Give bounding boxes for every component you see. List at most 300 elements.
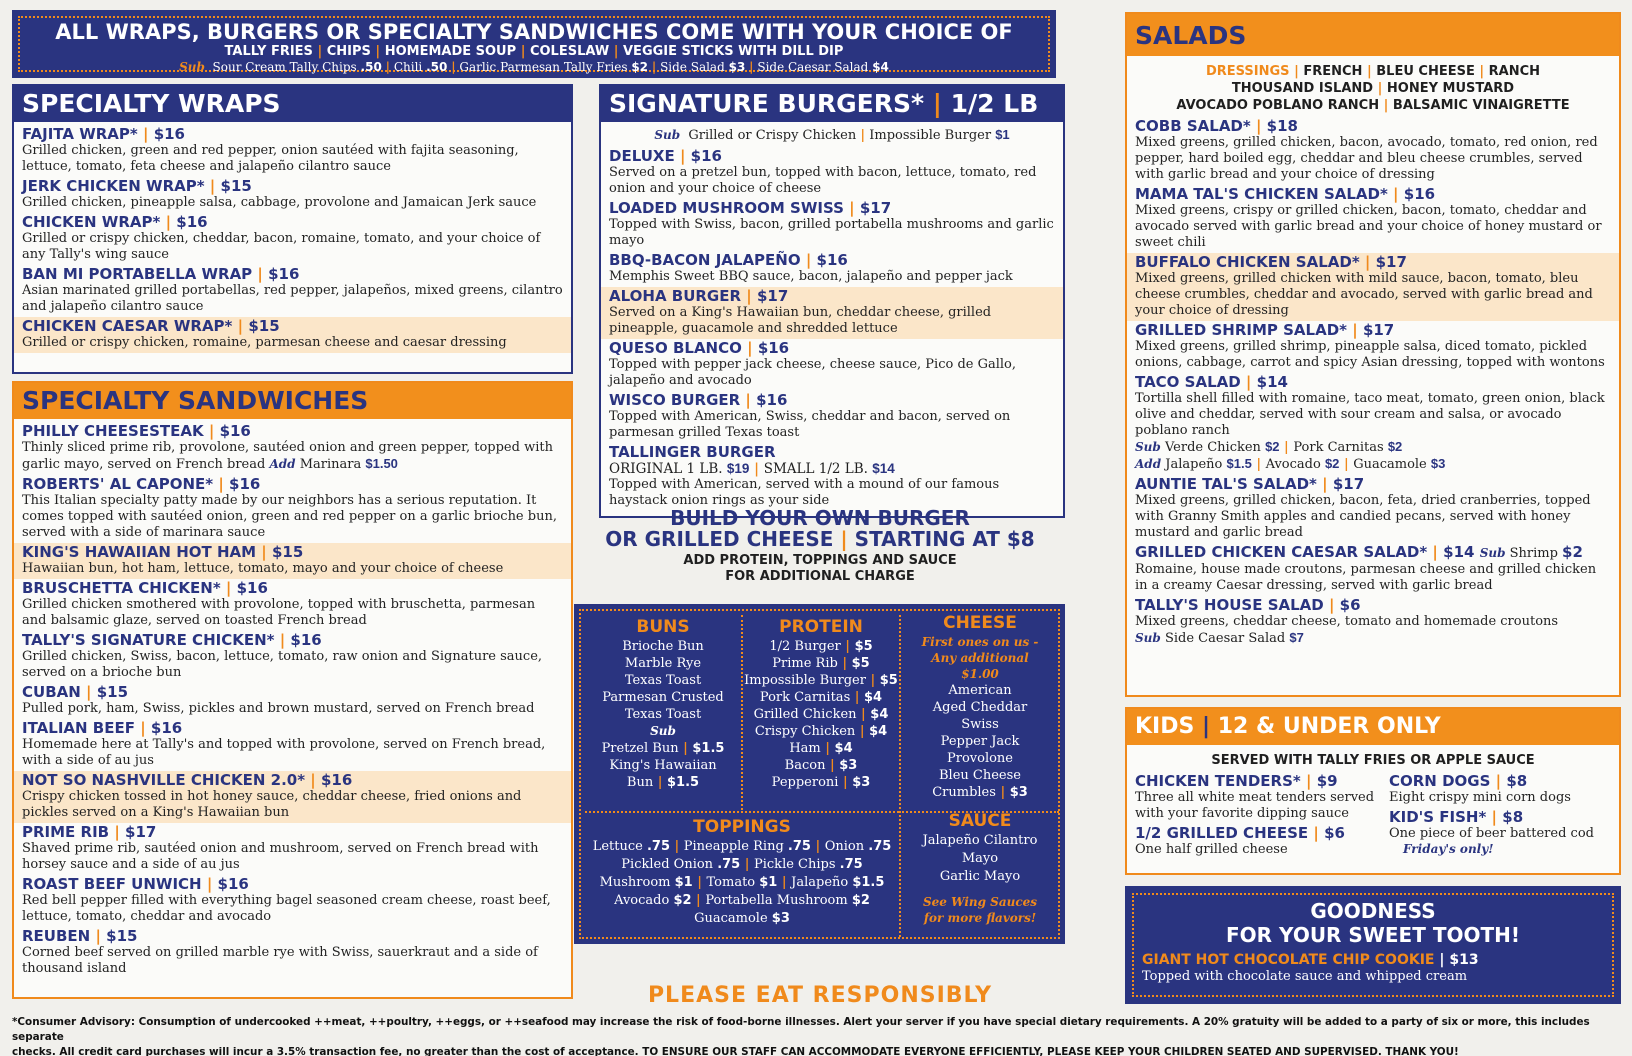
sauce-option: Mayo <box>961 851 999 866</box>
item-desc: Shaved prime rib, sautéed onion and mushroom, served on French bread with horsey sauce and a side of au jus <box>22 841 539 872</box>
topping-name: Guacamole <box>694 911 772 926</box>
menu-item <box>609 339 1055 391</box>
item-desc: Grilled chicken smothered with provolone, topped with bruschetta, parmesan and balsamic glaze, served on toasted French bread <box>22 597 536 628</box>
item-name: NOT SO NASHVILLE CHICKEN 2.0* <box>22 771 306 789</box>
separator: | <box>865 673 880 688</box>
protein-price: $3 <box>839 758 858 773</box>
dressing: AVOCADO POBLANO RANCH <box>1176 98 1380 113</box>
topping-name: Tomato <box>706 875 760 890</box>
protein-name: Crispy Chicken <box>754 724 856 739</box>
sub-price: $1 <box>995 127 1010 142</box>
menu-item <box>22 927 563 979</box>
item-price: $15 <box>106 927 138 945</box>
cheese-option: Provolone <box>946 751 1013 766</box>
sub-tag: Sub <box>1135 440 1165 454</box>
item-price: $17 <box>125 823 157 841</box>
item-name: REUBEN <box>22 927 91 945</box>
fish-friday-note: Friday's only! <box>1403 842 1494 856</box>
item-name: FAJITA WRAP* <box>22 125 138 143</box>
add-tag: Add <box>269 457 296 471</box>
item-price: $16 <box>320 771 353 789</box>
item-name: BBQ-BACON JALAPEÑO <box>609 251 801 269</box>
topping-name: Pineapple Ring <box>683 839 788 854</box>
tallinger-sizes <box>609 461 1055 477</box>
item-title <box>1135 544 1611 562</box>
item-name: JERK CHICKEN WRAP* <box>22 177 205 195</box>
protein-option <box>743 655 899 672</box>
item-name: TACO SALAD <box>1135 373 1241 391</box>
cheese-option: American <box>948 683 1012 698</box>
kids-item: KID'S FISH* | $8 One piece of beer battered cod Friday's only! <box>1389 808 1609 858</box>
item-desc: Served on a King's Hawaiian bun, cheddar cheese, grilled pineapple, guacamole and shredded lettuce <box>609 305 992 336</box>
cheese-option <box>901 784 1059 801</box>
item-price: $16 <box>153 125 185 143</box>
sub-tag: Sub <box>1135 631 1165 645</box>
item-desc: Asian marinated grilled portabellas, red pepper, jalapeños, mixed greens, cilantro and jalapeño cilantro sauce <box>22 283 563 314</box>
kids-title-text: KIDS <box>1135 714 1195 739</box>
menu-item <box>609 443 1055 511</box>
item-desc: Eight crispy mini corn dogs <box>1389 790 1571 805</box>
sub-option: Sour Cream Tally Chips <box>212 60 357 74</box>
protein-option <box>743 774 899 791</box>
sub-option: Grilled or Crispy Chicken <box>688 128 857 143</box>
dressings: DRESSINGS | FRENCH | BLEU CHEESE | RANCH THOUSAND ISLAND | HONEY MUSTARD AVOCADO POBLANO RANCH | BALSAMIC VINAIGRETTE <box>1176 64 1570 113</box>
sub-option: Chili <box>393 60 423 74</box>
burgers-title: SIGNATURE BURGERS* | 1/2 LB <box>601 86 1063 122</box>
separator: | <box>1339 457 1354 472</box>
sub-option: Side Salad <box>660 60 725 74</box>
protein-name: Ham <box>789 741 821 756</box>
item-name: ALOHA BURGER <box>609 287 742 305</box>
protein-column <box>743 617 899 791</box>
protein-price: $4 <box>834 741 853 756</box>
separator: | <box>1387 185 1404 203</box>
sauce-note: See Wing Sauces <box>922 895 1038 909</box>
item-desc: Red bell pepper filled with everything bagel seasoned cream cheese, roast beef, lettuce, tomato, cheddar and avocado <box>22 893 551 924</box>
item-name: TALLY'S SIGNATURE CHICKEN* <box>22 631 275 649</box>
item-desc: This Italian specialty patty made by our neighbors has a serious reputation. It comes topped with sautéed onion, green and red pepper on a garlic brioche bun, served with a side of marinara sauce <box>22 493 557 540</box>
sub-price: $3 <box>728 60 746 74</box>
menu-item <box>609 251 1055 287</box>
protein-option <box>743 706 899 723</box>
menu-item <box>1135 185 1611 253</box>
item-desc: Grilled or crispy chicken, cheddar, bacon, romaine, tomato, and your choice of any Tally's wing sauce <box>22 231 541 262</box>
separator: | <box>692 875 707 890</box>
protein-option <box>743 638 899 655</box>
byo-subtitle-1: ADD PROTEIN, TOPPINGS AND SAUCE <box>683 553 957 568</box>
item-name: ROAST BEEF UNWICH <box>22 875 202 893</box>
item-title <box>22 928 563 945</box>
item-desc: Romaine, house made croutons, parmesan cheese and grilled chicken in a creamy Caesar dressing, served with garlic bread <box>1135 562 1597 593</box>
item-name: DELUXE <box>609 147 675 165</box>
separator: | <box>856 707 871 722</box>
toppings-row <box>587 892 897 910</box>
separator: | <box>109 823 126 841</box>
toppings-row <box>587 874 897 892</box>
add-price: $2 <box>1324 456 1340 471</box>
separator: | <box>741 339 758 357</box>
separator: | <box>137 125 154 143</box>
sandwiches-title: SPECIALTY SANDWICHES <box>14 383 571 419</box>
item-title <box>1135 186 1611 203</box>
protein-option <box>743 757 899 774</box>
build-your-own-header <box>575 508 1065 585</box>
sauce-note: for more flavors! <box>923 911 1037 925</box>
item-title <box>22 126 563 143</box>
sandwiches-list <box>14 419 571 982</box>
burgers-section <box>599 84 1065 518</box>
menu-item <box>1135 373 1611 475</box>
byo-title-1: BUILD YOUR OWN BURGER <box>670 506 970 530</box>
item-desc: Tortilla shell filled with romaine, taco meat, tomato, green onion, black olive and cheddar, served with sour cream and salsa, or avocado poblano ranch <box>1135 391 1605 438</box>
side-option: VEGGIE STICKS WITH DILL DIP <box>623 44 844 59</box>
taco-add-line <box>1135 456 1611 473</box>
item-price: $17 <box>1332 475 1365 493</box>
sauce-option: Jalapeño Cilantro <box>922 833 1038 848</box>
item-name: GRILLED CHICKEN CAESAR SALAD* <box>1135 543 1428 561</box>
item-name: MAMA TAL'S CHICKEN SALAD* <box>1135 185 1388 203</box>
dessert-title-1: GOODNESS <box>1310 899 1436 923</box>
item-desc: Mixed greens, grilled chicken, bacon, feta, dried cranberries, topped with Granny Smith apples and candied pecans, served with honey mustard and garlic bread <box>1135 493 1591 540</box>
separator: | <box>820 741 835 756</box>
bun-name: Pretzel Bun <box>601 741 679 756</box>
protein-title: PROTEIN <box>779 617 863 637</box>
sub-price: .50 <box>426 60 448 74</box>
item-title <box>22 476 563 493</box>
item-price: $8 <box>1506 772 1528 790</box>
item-name: PRIME RIB <box>22 823 110 841</box>
dessert-item: GIANT HOT CHOCOLATE CHIP COOKIE | $13 <box>1142 952 1479 968</box>
item-price: $16 <box>757 339 790 357</box>
kids-item: 1/2 GRILLED CHEESE | $6 One half grilled cheese <box>1135 824 1377 860</box>
item-price: $15 <box>248 317 280 335</box>
item-price: $16 <box>150 719 183 737</box>
protein-price: $5 <box>879 673 898 688</box>
item-desc: Hawaiian bun, hot ham, lettuce, tomato, mayo and your choice of cheese <box>22 561 504 576</box>
item-desc: Thinly sliced prime rib, provolone, sautéed onion and green pepper, topped with garlic mayo, served on French bread Add Marinara $1.50 <box>22 440 553 472</box>
protein-option <box>743 740 899 757</box>
item-name: ROBERTS' AL CAPONE* <box>22 475 214 493</box>
protein-name: Prime Rib <box>772 656 838 671</box>
side-option: TALLY FRIES <box>224 44 313 59</box>
item-title <box>1135 597 1611 614</box>
dressing: HONEY MUSTARD <box>1386 81 1515 96</box>
byo-title-2: OR GRILLED CHEESE | STARTING AT $8 <box>605 527 1035 551</box>
separator: | <box>1427 543 1444 561</box>
item-desc: Memphis Sweet BBQ sauce, bacon, jalapeño and pepper jack <box>609 269 1013 284</box>
item-name: CHICKEN WRAP* <box>22 213 161 231</box>
sub-price: $7 <box>1289 630 1304 645</box>
advisory-line-2: checks. All credit card purchases will incur a 3.5% transaction fee, no greater than the cost of acceptance. TO ENSURE OUR STAFF CAN ACCOMMODATE EVERYONE EFFICIENTLY, PLEASE KEEP YOUR CHILDREN SEATED AND SUPERVISED. THANK YOU! <box>12 1046 1459 1056</box>
cheese-note-1: First ones on us - <box>921 635 1039 649</box>
cheese-option: Aged Cheddar <box>932 700 1028 715</box>
burger-sub-line: Sub Grilled or Crispy Chicken | Impossible Burger $1 <box>654 127 1010 143</box>
bun-option: Parmesan Crusted <box>602 690 724 705</box>
item-title <box>609 252 1055 269</box>
item-price: $19 <box>726 461 750 476</box>
item-name: AUNTIE TAL'S SALAD* <box>1135 475 1317 493</box>
side-option: HOMEMADE SOUP <box>384 44 517 59</box>
topping-name: Jalapeño <box>791 875 853 890</box>
sides-banner <box>12 10 1056 78</box>
item-price: $15 <box>272 543 304 561</box>
separator: | <box>1316 475 1333 493</box>
menu-item <box>14 771 571 823</box>
sub-tag: Sub <box>654 128 681 142</box>
sub-tag: Sub <box>179 60 205 74</box>
kids-section <box>1125 707 1621 875</box>
menu-item <box>601 287 1063 339</box>
byo-title-2a: OR GRILLED CHEESE <box>605 527 834 551</box>
separator: | <box>1279 440 1294 455</box>
topping-price: .75 <box>868 839 892 854</box>
menu-item <box>22 719 563 771</box>
item-price: $16 <box>290 631 322 649</box>
topping-price: $1 <box>759 875 778 890</box>
separator: | <box>995 785 1010 800</box>
item-title <box>22 720 563 737</box>
item-price: $16 <box>756 391 788 409</box>
menu-item <box>609 199 1055 251</box>
add-tag: Add <box>1135 457 1166 471</box>
menu-item <box>22 422 563 475</box>
size-label: ORIGINAL 1 LB. <box>609 461 727 477</box>
item-title <box>1135 374 1611 391</box>
item-title <box>609 200 1055 217</box>
item-name: CHICKEN CAESAR WRAP* <box>22 317 233 335</box>
item-desc: One half grilled cheese <box>1135 842 1288 857</box>
dressing: BALSAMIC VINAIGRETTE <box>1392 98 1570 113</box>
item-title <box>22 178 563 195</box>
separator: | <box>825 758 840 773</box>
topping-price: $1.5 <box>852 875 885 890</box>
sub-price: $2 <box>1562 543 1583 561</box>
toppings-title: TOPPINGS <box>693 817 791 837</box>
item-price: $16 <box>217 875 249 893</box>
dressing: FRENCH <box>1303 64 1363 79</box>
item-price: $6 <box>1339 596 1361 614</box>
item-title <box>22 632 563 649</box>
topping-name: Portabella Mushroom <box>705 893 852 908</box>
separator: | <box>305 771 321 789</box>
add-price: $3 <box>1430 456 1446 471</box>
protein-price: $4 <box>864 690 883 705</box>
item-name: WISCO BURGER <box>609 391 741 409</box>
sub-price: $2 <box>1387 439 1403 454</box>
cheese-title: CHEESE <box>943 613 1017 633</box>
topping-name: Avocado <box>614 893 674 908</box>
item-name: BUFFALO CHICKEN SALAD* <box>1135 253 1360 271</box>
item-name: TALLY'S HOUSE SALAD <box>1135 596 1324 614</box>
sub-option: Pork Carnitas <box>1293 440 1388 455</box>
item-desc: Mixed greens, grilled chicken with mild sauce, bacon, tomato, bleu cheese crumbles, cheddar and avocado, served with garlic bread and your choice of dressing <box>1135 271 1593 318</box>
item-price: $17 <box>756 287 789 305</box>
kids-item: CORN DOGS | $8 Eight crispy mini corn dogs <box>1389 772 1609 808</box>
item-desc: Crispy chicken tossed in hot honey sauce, cheddar cheese, fried onions and pickles served on a King's Hawaiian bun <box>22 789 522 820</box>
menu-item <box>609 391 1055 443</box>
item-title <box>609 148 1055 165</box>
item-desc: Grilled chicken, Swiss, bacon, lettuce, tomato, raw onion and Signature sauce, served on a brioche bun <box>22 649 543 680</box>
protein-name: Impossible Burger <box>744 673 866 688</box>
separator: | <box>134 719 151 737</box>
separator: | <box>670 839 684 854</box>
item-price: $8 <box>1502 808 1524 826</box>
bun-option <box>587 774 739 791</box>
item-title <box>22 772 563 789</box>
sub-option: Verde Chicken <box>1164 440 1266 455</box>
item-title <box>22 544 563 561</box>
protein-name: Grilled Chicken <box>753 707 857 722</box>
side-option: COLESLAW <box>529 44 610 59</box>
menu-item <box>22 265 563 317</box>
wraps-list <box>14 122 571 356</box>
dressing: RANCH <box>1488 64 1541 79</box>
separator: | <box>256 543 272 561</box>
separator: | <box>204 177 221 195</box>
dessert-desc: Topped with chocolate sauce and whipped cream <box>1142 969 1468 984</box>
bun-price: $1.5 <box>667 775 700 790</box>
item-price: $15 <box>96 683 129 701</box>
item-desc: Served on a pretzel bun, topped with bacon, lettuce, tomato, red onion and your choice of cheese <box>609 165 1037 196</box>
item-name: CUBAN <box>22 683 81 701</box>
sub-option: Shrimp <box>1505 546 1563 561</box>
protein-price: $3 <box>852 775 871 790</box>
byo-subtitle-2: FOR ADDITIONAL CHARGE <box>725 569 915 584</box>
protein-price: $5 <box>854 639 873 654</box>
separator: | <box>678 741 693 756</box>
separator: | <box>1323 596 1340 614</box>
item-title <box>22 684 563 701</box>
separator: | <box>203 422 220 440</box>
menu-item <box>22 631 563 683</box>
protein-price: $5 <box>851 656 870 671</box>
byo-title-2b: STARTING AT $8 <box>854 527 1035 551</box>
item-price: $17 <box>1375 253 1407 271</box>
wraps-title: SPECIALTY WRAPS <box>14 86 571 122</box>
bun-option: Texas Toast <box>624 673 702 688</box>
bun-option: Marble Rye <box>624 656 702 671</box>
separator: | <box>653 775 667 790</box>
topping-name: Pickle Chips <box>754 857 840 872</box>
item-price: $9 <box>1316 772 1338 790</box>
sauce-option: Garlic Mayo <box>939 869 1021 884</box>
toppings-row <box>587 910 897 928</box>
sub-price: .50 <box>360 60 382 74</box>
sub-price: $2 <box>1265 439 1280 454</box>
separator: | <box>850 690 865 705</box>
bun-option: Brioche Bun <box>622 639 704 654</box>
dessert-title-2: FOR YOUR SWEET TOOTH! <box>1226 923 1520 947</box>
cheese-note-2: Any additional <box>931 651 1029 665</box>
separator: | <box>843 199 860 217</box>
item-desc: Topped with Swiss, bacon, grilled portabella mushrooms and garlic mayo <box>609 217 1054 248</box>
burgers-title-text: SIGNATURE BURGERS* <box>609 89 925 118</box>
separator: | <box>800 251 817 269</box>
cheese-column <box>901 613 1059 801</box>
item-name: KING'S HAWAIIAN HOT HAM <box>22 543 257 561</box>
add-price: $1.50 <box>365 456 398 471</box>
dressing: THOUSAND ISLAND <box>1231 81 1374 96</box>
topping-price: $2 <box>673 893 692 908</box>
item-price: $6 <box>1324 824 1345 842</box>
sub-tag: Sub <box>1479 546 1506 560</box>
add-price: $1.5 <box>1226 456 1252 471</box>
buns-title: BUNS <box>636 617 690 637</box>
toppings-column <box>587 817 897 928</box>
topping-price: .75 <box>839 857 863 872</box>
item-desc: Pulled pork, ham, Swiss, pickles and brown mustard, served on French bread <box>22 701 535 716</box>
menu-item <box>22 475 563 543</box>
cheese-price: $3 <box>1009 785 1028 800</box>
sides-list: TALLY FRIES | CHIPS | HOMEMADE SOUP | COLESLAW | VEGGIE STICKS WITH DILL DIP <box>224 44 844 59</box>
sub-option: Garlic Parmesan Tally Fries <box>459 60 628 74</box>
item-price: $16 <box>690 147 722 165</box>
sandwiches-section <box>12 381 573 999</box>
topping-name: Mushroom <box>599 875 675 890</box>
taco-sub-line <box>1135 439 1611 456</box>
item-name: COBB SALAD* <box>1135 117 1251 135</box>
separator: | <box>80 683 97 701</box>
separator: | <box>90 927 107 945</box>
buns-column <box>587 617 739 791</box>
topping-price: .75 <box>787 839 811 854</box>
size-label: SMALL 1/2 LB. <box>763 461 873 477</box>
topping-name: Lettuce <box>592 839 647 854</box>
item-price: $16 <box>268 265 300 283</box>
separator: | <box>740 857 754 872</box>
separator: | <box>1251 457 1266 472</box>
sub-price: $2 <box>631 60 649 74</box>
wraps-section <box>12 84 573 374</box>
item-name: TALLINGER BURGER <box>609 443 776 461</box>
separator: | <box>691 893 706 908</box>
item-desc: Grilled chicken, green and red pepper, onion sautéed with fajita seasoning, lettuce, tomato, feta cheese and jalapeño cilantro sauce <box>22 143 519 174</box>
cheese-option: Pepper Jack <box>940 734 1020 749</box>
item-title <box>22 214 563 231</box>
item-desc: Mixed greens, grilled chicken, bacon, avocado, tomato, red onion, red pepper, hard boiled egg, cheddar and bleu cheese crumbles, served with garlic bread and your choice of dressing <box>1135 135 1598 182</box>
item-name: GRILLED SHRIMP SALAD* <box>1135 321 1347 339</box>
cheese-name: Crumbles <box>932 785 996 800</box>
protein-price: $4 <box>870 707 889 722</box>
protein-option <box>743 689 899 706</box>
menu-item <box>22 125 563 177</box>
item-price: $14 <box>1256 373 1288 391</box>
separator: | <box>1359 253 1376 271</box>
sides-banner-title: ALL WRAPS, BURGERS OR SPECIALTY SANDWICHES COME WITH YOUR CHOICE OF <box>55 20 1013 44</box>
separator: | <box>160 213 177 231</box>
separator: | <box>1347 321 1363 339</box>
separator: | <box>810 839 825 854</box>
bun-price: $1.5 <box>692 741 725 756</box>
salads-section <box>1125 12 1621 697</box>
bun-name: Bun <box>626 775 654 790</box>
item-name: ITALIAN BEEF <box>22 719 135 737</box>
separator: | <box>213 475 230 493</box>
add-option: Marinara <box>299 457 362 472</box>
sub-tag: Sub <box>650 724 676 738</box>
menu-item <box>22 875 563 927</box>
separator: | <box>740 391 757 409</box>
item-price: $16 <box>229 475 261 493</box>
separator: | <box>741 287 757 305</box>
menu-item <box>1127 253 1619 321</box>
item-desc: Homemade here at Tally's and topped with provolone, served on French bread, with a side of au jus <box>22 737 546 768</box>
item-name: LOADED MUSHROOM SWISS <box>609 199 844 217</box>
burgers-title-size: 1/2 LB <box>950 89 1039 118</box>
menu-item <box>1135 596 1611 649</box>
item-desc: Mixed greens, crispy or grilled chicken, bacon, tomato, cheddar and avocado served with garlic bread and your choice of honey mustard or sweet chili <box>1135 203 1602 250</box>
item-desc: Grilled chicken, pineapple salsa, cabbage, provolone and Jamaican Jerk sauce <box>22 195 537 210</box>
